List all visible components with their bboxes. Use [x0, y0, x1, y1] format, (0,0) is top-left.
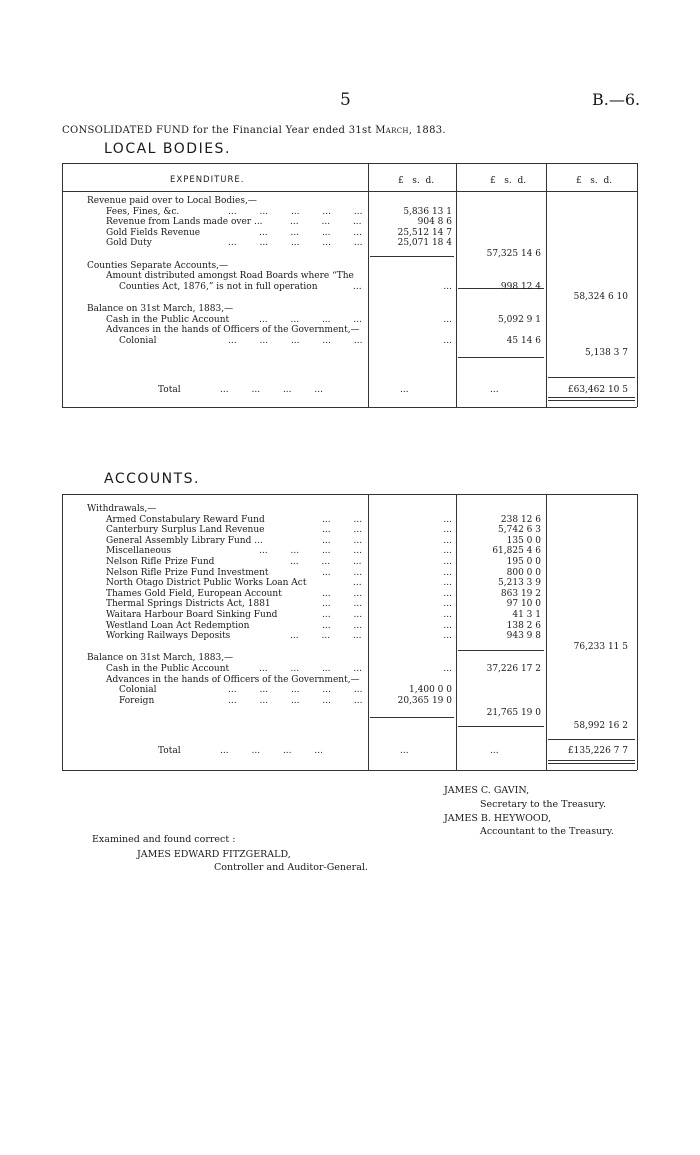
row-col2-amount: 41 3 1 — [512, 610, 541, 620]
total-col2: ... — [490, 746, 499, 756]
row-label: Advances in the hands of Officers of the Government,— — [106, 674, 360, 685]
table-row — [0, 515, 700, 526]
row-col2-amount: 21,765 19 0 — [486, 708, 541, 719]
row-col2-amount: 800 0 0 — [506, 567, 541, 578]
row-col2-amount: 943 9 8 — [506, 631, 541, 642]
row-leader-dots: ... ... — [322, 588, 363, 599]
row-col2-amount: 97 10 0 — [506, 599, 541, 610]
row-col2-amount: 37,226 17 2 — [486, 664, 541, 674]
total-col3: £63,462 10 5 — [567, 385, 628, 395]
row-label: Balance on 31st March, 1883,— — [87, 653, 234, 664]
row-leader-dots: ... ... ... ... ... — [228, 335, 363, 346]
row-label: Thermal Springs Districts Act, 1881 — [106, 599, 271, 610]
table-row — [0, 610, 700, 621]
row-leader-dots: ... ... — [322, 599, 363, 610]
title-prefix: CONSOLIDATED FUND for the Financial Year ended 31st — [62, 125, 376, 136]
row-col1-amount: 20,365 19 0 — [397, 695, 452, 706]
row-label: Counties Act, 1876,” is not in full operation — [119, 281, 318, 292]
row-col3-amount: 76,233 11 5 — [573, 641, 628, 652]
row-col1-amount: ... — [443, 535, 452, 546]
title-month: March — [375, 125, 409, 136]
row-label: General Assembly Library Fund ... — [106, 535, 263, 546]
row-label: Armed Constabulary Reward Fund — [106, 514, 265, 525]
row-col3-amount: 58,992 16 2 — [573, 721, 628, 731]
table-row — [0, 708, 700, 719]
row-col3-amount: 58,324 6 10 — [573, 292, 628, 303]
row-leader-dots: ... ... ... — [290, 631, 362, 642]
local-bodies-total-row — [0, 385, 700, 396]
row-col1-amount: 25,512 14 7 — [397, 227, 452, 238]
table-row — [0, 217, 700, 228]
row-label: Westland Loan Act Redemption — [106, 620, 250, 631]
row-col2-amount: 5,092 9 1 — [498, 314, 541, 325]
row-col2-amount: 863 19 2 — [500, 588, 541, 599]
table-row — [0, 685, 700, 696]
table-row — [0, 207, 700, 218]
row-label: Advances in the hands of Officers of the Government,— — [106, 325, 360, 336]
row-leader-dots: ... ... ... ... ... — [228, 206, 363, 217]
total-col1: ... — [400, 746, 409, 756]
table-row — [0, 664, 700, 675]
table-row — [0, 653, 700, 664]
table-row — [0, 325, 700, 336]
row-leader-dots: ... ... — [322, 610, 363, 620]
row-col2-amount: 45 14 6 — [506, 335, 541, 346]
row-label: Balance on 31st March, 1883,— — [87, 304, 234, 314]
table-row — [0, 589, 700, 600]
row-col1-amount: ... — [443, 314, 452, 325]
accountant-name: JAMES B. HEYWOOD, — [444, 813, 552, 824]
table-row — [0, 536, 700, 547]
table-row — [0, 721, 700, 732]
row-label: Foreign — [119, 695, 155, 706]
auditor-title: Controller and Auditor-General. — [214, 862, 368, 873]
table-row — [0, 642, 700, 653]
row-leader-dots: ... ... — [322, 525, 363, 536]
row-col2-amount: 57,325 14 6 — [486, 249, 541, 259]
auditor-name: JAMES EDWARD FITZGERALD, — [137, 849, 291, 860]
table-row — [0, 348, 700, 359]
table-row — [0, 557, 700, 568]
row-label: Nelson Rifle Prize Fund Investment — [106, 567, 269, 578]
row-label: Canterbury Surplus Land Revenue — [106, 525, 265, 536]
table-row — [0, 546, 700, 557]
total-dots: ... ... ... ... — [220, 746, 323, 756]
row-col1-amount: 1,400 0 0 — [409, 685, 452, 696]
row-leader-dots: ... ... ... ... ... — [228, 695, 363, 706]
currency-header-col2: £ s. d. — [490, 176, 527, 186]
row-label: Revenue paid over to Local Bodies,— — [87, 196, 257, 206]
row-col1-amount: ... — [443, 546, 452, 557]
row-col1-amount: ... — [443, 514, 452, 525]
currency-header-col3: £ s. d. — [576, 176, 613, 186]
accounts-total-row — [0, 746, 700, 757]
row-col1-amount: ... — [443, 631, 452, 642]
row-col1-amount: ... — [443, 557, 452, 567]
row-leader-dots: ... ... — [322, 535, 363, 546]
table-row — [0, 525, 700, 536]
page-title — [62, 125, 446, 136]
row-label: Withdrawals,— — [87, 504, 157, 514]
row-col2-amount: 238 12 6 — [500, 514, 541, 525]
row-label: Working Railways Deposits — [106, 631, 231, 642]
row-col2-amount: 135 0 0 — [506, 535, 541, 546]
total-col2: ... — [490, 385, 499, 395]
row-label: Gold Fields Revenue — [106, 227, 201, 238]
total-col1: ... — [400, 385, 409, 395]
table-row — [0, 696, 700, 707]
row-col2-amount: 998 12 4 — [500, 281, 541, 292]
row-col1-amount: ... — [443, 567, 452, 578]
row-col1-amount: ... — [443, 281, 452, 292]
table-row — [0, 599, 700, 610]
secretary-name: JAMES C. GAVIN, — [444, 785, 530, 796]
row-col2-amount: 195 0 0 — [506, 557, 541, 567]
row-label: Fees, Fines, &c. — [106, 206, 180, 217]
row-leader-dots: ... ... ... ... ... — [228, 238, 363, 249]
row-leader-dots: ... ... — [322, 567, 363, 578]
row-leader-dots: ... ... ... — [290, 557, 362, 567]
page-number: 5 — [340, 90, 351, 110]
table-row — [0, 504, 700, 515]
table-row — [0, 621, 700, 632]
row-label: Amount distributed amongst Road Boards where “The — [106, 271, 354, 282]
table-row — [0, 238, 700, 249]
table-row — [0, 282, 700, 293]
row-col1-amount: ... — [443, 578, 452, 589]
row-col2-amount: 5,742 6 3 — [498, 525, 541, 536]
expenditure-header: EXPENDITURE. — [170, 175, 245, 185]
table-row — [0, 578, 700, 589]
row-col1-amount: ... — [443, 599, 452, 610]
row-col1-amount: ... — [443, 610, 452, 620]
row-leader-dots: ... ... ... ... — [259, 546, 362, 557]
row-label: Colonial — [119, 685, 157, 696]
row-leader-dots: ... — [353, 281, 362, 292]
row-label: Thames Gold Field, European Account — [106, 588, 282, 599]
row-label: Miscellaneous — [106, 546, 172, 557]
row-col2-amount: 5,213 3 9 — [498, 578, 541, 589]
row-leader-dots: ... ... ... ... — [259, 314, 362, 325]
row-label: Nelson Rifle Prize Fund — [106, 557, 215, 567]
examined-note: Examined and found correct : — [92, 834, 236, 845]
accounts-title: ACCOUNTS. — [104, 471, 201, 487]
row-col1-amount: ... — [443, 588, 452, 599]
currency-header-col1: £ s. d. — [398, 176, 435, 186]
row-col3-amount: 5,138 3 7 — [585, 348, 628, 359]
row-label: Cash in the Public Account — [106, 314, 230, 325]
table-row — [0, 196, 700, 207]
total-col3: £135,226 7 7 — [567, 746, 628, 756]
row-leader-dots: ... ... — [322, 620, 363, 631]
row-label: North Otago District Public Works Loan Act — [106, 578, 307, 589]
row-label: Gold Duty — [106, 238, 152, 249]
accountant-title: Accountant to the Treasury. — [480, 826, 614, 837]
table-row — [0, 304, 700, 315]
document-reference: B.—6. — [592, 90, 641, 109]
total-dots: ... ... ... ... — [220, 385, 323, 395]
row-leader-dots: ... — [353, 578, 362, 589]
row-leader-dots: ... ... ... — [290, 217, 362, 228]
row-leader-dots: ... ... ... ... — [259, 664, 362, 674]
row-leader-dots: ... ... — [322, 514, 363, 525]
row-col1-amount: 5,836 13 1 — [403, 206, 452, 217]
row-col2-amount: 138 2 6 — [506, 620, 541, 631]
local-bodies-title: LOCAL BODIES. — [104, 141, 231, 157]
table-row — [0, 249, 700, 260]
row-label: Colonial — [119, 335, 157, 346]
row-label: Counties Separate Accounts,— — [87, 260, 228, 271]
row-col1-amount: ... — [443, 525, 452, 536]
row-label: Waitara Harbour Board Sinking Fund — [106, 610, 278, 620]
title-suffix: , 1883. — [408, 125, 446, 136]
row-label: Revenue from Lands made over ... — [106, 217, 263, 228]
table-row — [0, 292, 700, 303]
row-col1-amount: 904 8 6 — [417, 217, 452, 228]
row-col2-amount: 61,825 4 6 — [492, 546, 541, 557]
table-row — [0, 315, 700, 326]
table-row — [0, 675, 700, 686]
total-label: Total — [158, 746, 181, 756]
table-row — [0, 228, 700, 239]
table-row — [0, 336, 700, 347]
table-row — [0, 261, 700, 272]
row-col1-amount: ... — [443, 664, 452, 674]
table-row — [0, 631, 700, 642]
row-leader-dots: ... ... ... ... — [259, 227, 362, 238]
table-row — [0, 568, 700, 579]
total-label: Total — [158, 385, 181, 395]
row-col1-amount: ... — [443, 335, 452, 346]
row-leader-dots: ... ... ... ... ... — [228, 685, 363, 696]
row-col1-amount: 25,071 18 4 — [397, 238, 452, 249]
secretary-title: Secretary to the Treasury. — [480, 799, 606, 810]
row-label: Cash in the Public Account — [106, 664, 230, 674]
table-row — [0, 271, 700, 282]
row-col1-amount: ... — [443, 620, 452, 631]
